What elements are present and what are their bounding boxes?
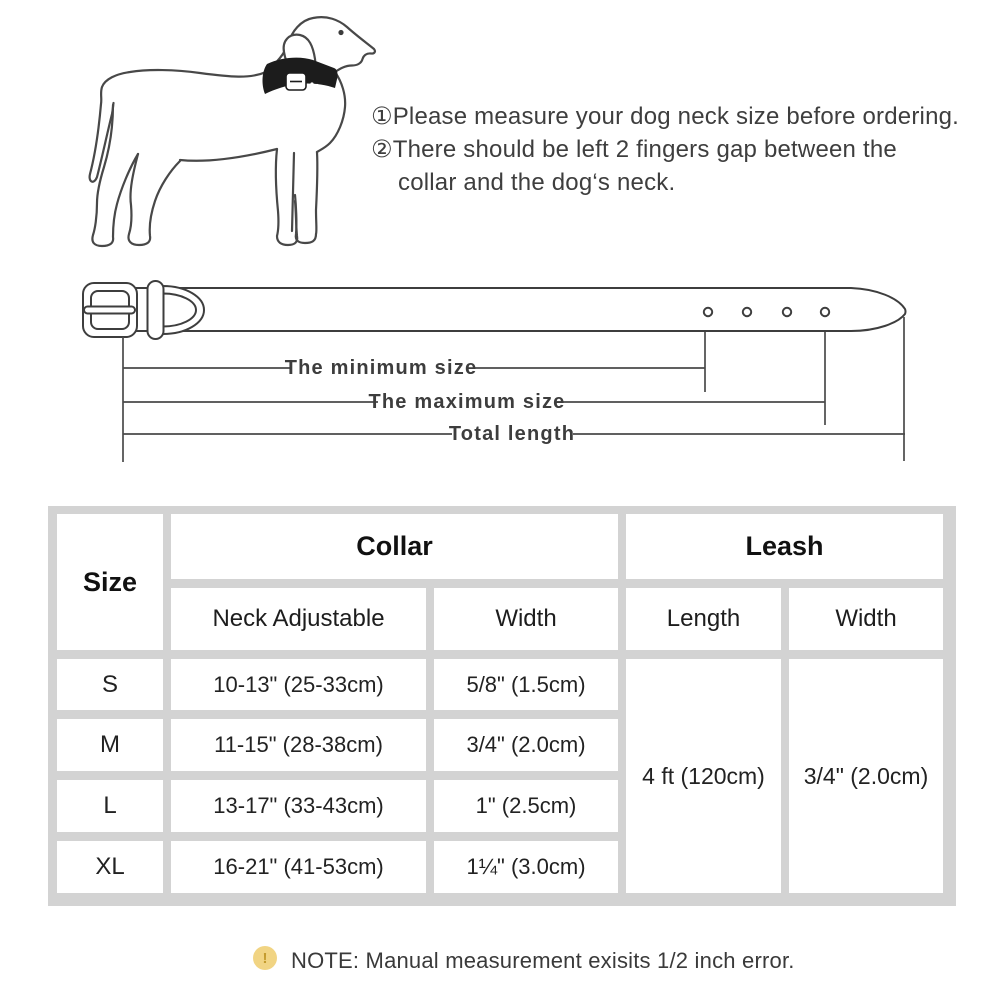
keeper-loop: [148, 281, 164, 339]
row-l-neck: 13-17" (33-43cm): [171, 780, 426, 832]
circled-1-icon: ①: [371, 103, 393, 130]
circled-2-icon: ②: [371, 136, 393, 163]
row-xl-size: XL: [57, 841, 163, 893]
header-leash-length: Length: [626, 588, 781, 650]
dog-belly-line: [180, 149, 277, 161]
instruction-1-text: Please measure your dog neck size before ordering.: [392, 103, 960, 130]
instruction-2-continued: collar and the dog‘s neck.: [398, 169, 676, 196]
header-collar: Collar: [171, 514, 618, 579]
row-l-size: L: [57, 780, 163, 832]
row-m-neck: 11-15" (28-38cm): [171, 719, 426, 771]
row-xl-neck: 16-21" (41-53cm): [171, 841, 426, 893]
header-leash-width: Width: [789, 588, 943, 650]
header-neck-adjustable: Neck Adjustable: [171, 588, 426, 650]
header-leash: Leash: [626, 514, 943, 579]
row-s-neck: 10-13" (25-33cm): [171, 659, 426, 710]
row-xl-width: 1¼" (3.0cm): [434, 841, 618, 893]
row-s-width: 5/8" (1.5cm): [434, 659, 618, 710]
row-m-size: M: [57, 719, 163, 771]
note-text: NOTE: Manual measurement exisits 1/2 inch error.: [291, 948, 795, 973]
instructions: [371, 100, 959, 199]
total-length-label: Total length: [448, 423, 576, 445]
instruction-1: [371, 100, 959, 133]
instruction-2-text: There should be left 2 fingers gap between the: [392, 136, 897, 163]
exclamation-icon: !: [253, 946, 277, 970]
header-size: Size: [57, 514, 163, 650]
dog-front-leg-divider: [292, 153, 294, 231]
maximum-size-label: The maximum size: [368, 391, 566, 413]
dog-eye: [338, 30, 343, 35]
collar-measurement-diagram: [0, 260, 1000, 470]
dog-illustration: [80, 5, 400, 255]
leash-length-value: 4 ft (120cm): [626, 659, 781, 893]
row-m-width: 3/4" (2.0cm): [434, 719, 618, 771]
dog-front-leg-far: [295, 152, 317, 243]
buckle-prong: [84, 307, 135, 314]
dog-hind-leg-near: [128, 154, 180, 245]
dog-back-and-tail: [90, 70, 266, 182]
instruction-2: [371, 133, 959, 166]
row-s-size: S: [57, 659, 163, 710]
row-l-width: 1" (2.5cm): [434, 780, 618, 832]
size-table: [48, 506, 956, 906]
header-collar-width: Width: [434, 588, 618, 650]
leash-width-value: 3/4" (2.0cm): [789, 659, 943, 893]
minimum-size-label: The minimum size: [284, 357, 478, 379]
